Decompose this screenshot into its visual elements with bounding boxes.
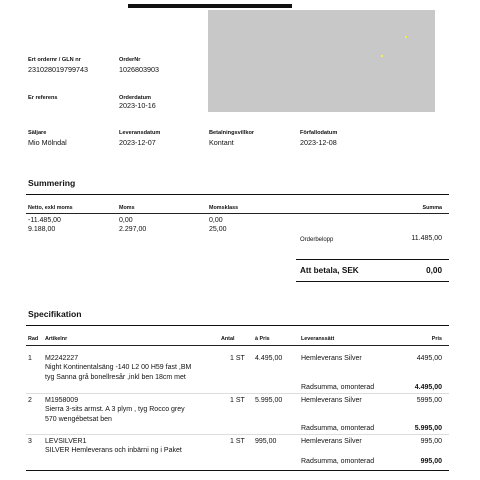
summary-row: 9.188,00 xyxy=(28,226,56,233)
spec-description xyxy=(45,396,185,424)
orderbelopp-label: Orderbelopp xyxy=(300,237,334,243)
spec-antal: 1 ST xyxy=(230,438,245,445)
spec-col-leveranssatt: Leveranssätt xyxy=(301,336,335,342)
spec-apris: 5.995,00 xyxy=(255,397,283,404)
spec-header-rule xyxy=(26,345,449,346)
spec-col-rad: Rad xyxy=(28,336,39,342)
spec-radsumma: 4.495,00 xyxy=(414,384,442,391)
spec-desc-line: tyg Sanna grå bonellresår ,inkl ben 18cm met xyxy=(45,373,186,381)
spec-rule xyxy=(26,325,449,326)
spec-desc-line: 570 wengébetsat ben xyxy=(45,415,112,423)
marker-dot xyxy=(381,55,383,57)
address-block xyxy=(208,10,435,112)
betalningsvillkor-value: Kontant xyxy=(209,138,234,147)
forfallodatum-label: Förfallodatum xyxy=(300,130,338,136)
forfallodatum-value: 2023-12-08 xyxy=(300,138,337,147)
saljare-value: Mio Mölndal xyxy=(28,138,67,147)
marker-dot xyxy=(405,36,407,38)
summary-row: 0,00 xyxy=(119,217,133,224)
saljare-label: Säljare xyxy=(28,130,47,136)
spec-rad: 1 xyxy=(28,355,32,362)
ordernr-value: 1026803903 xyxy=(119,65,159,74)
att-betala-value: 0,00 xyxy=(426,266,442,275)
total-rule-bottom xyxy=(296,281,449,282)
spec-artikelnr: M1958009 xyxy=(45,397,79,404)
spec-apris: 4.495,00 xyxy=(255,355,283,362)
spec-pris: 5995,00 xyxy=(416,397,442,404)
ordernr-label: OrderNr xyxy=(119,57,141,63)
summary-row: 0,00 xyxy=(209,217,223,224)
summary-col-moms: Moms xyxy=(119,205,135,211)
row-divider xyxy=(26,434,449,435)
spec-col-antal: Antal xyxy=(221,336,235,342)
betalningsvillkor-label: Betalningsvillkor xyxy=(209,130,255,136)
spec-pris: 4495,00 xyxy=(416,355,442,362)
spec-radsumma-label: Radsumma, omonterad xyxy=(301,458,375,465)
spec-pris: 995,00 xyxy=(420,438,442,445)
ert-ordernr-label: Ert ordernr / GLN nr xyxy=(28,57,81,63)
spec-col-apris: à Pris xyxy=(255,336,270,342)
summary-title: Summering xyxy=(28,178,76,188)
spec-apris: 995,00 xyxy=(255,438,277,445)
spec-artikelnr: M2242227 xyxy=(45,355,79,362)
summary-header-rule xyxy=(26,213,449,214)
spec-title: Specifikation xyxy=(28,309,82,319)
redacted-header xyxy=(128,4,292,8)
spec-rad: 2 xyxy=(28,397,32,404)
orderbelopp-value: 11.485,00 xyxy=(411,235,442,242)
spec-desc-line: SILVER Hemleverans och inbärni ng i Paket xyxy=(45,447,182,455)
spec-bottom-rule xyxy=(26,470,449,471)
spec-leveranssatt: Hemleverans Silver xyxy=(301,438,362,445)
row-divider xyxy=(26,393,449,394)
orderdatum-value: 2023-10-16 xyxy=(119,101,156,110)
att-betala-label: Att betala, SEK xyxy=(300,266,359,275)
summary-row: -11.485,00 xyxy=(28,217,61,224)
summary-row: 25,00 xyxy=(209,226,227,233)
spec-leveranssatt: Hemleverans Silver xyxy=(301,397,362,404)
spec-desc-line: Sierra 3-sits armst. A 3 plym , tyg Rocco grey xyxy=(45,406,185,414)
summary-rule xyxy=(26,194,449,195)
spec-leveranssatt: Hemleverans Silver xyxy=(301,355,362,362)
spec-desc-line: Night Kontinentalsäng -140 L2 00 H59 fast ,BM xyxy=(45,364,192,372)
leveransdatum-label: Leveransdatum xyxy=(119,130,161,136)
summary-col-summa: Summa xyxy=(422,205,442,211)
spec-artikelnr: LEVSILVER1 xyxy=(45,438,87,445)
spec-rad: 3 xyxy=(28,438,32,445)
spec-antal: 1 ST xyxy=(230,355,245,362)
spec-description xyxy=(45,437,182,456)
spec-radsumma-label: Radsumma, omonterad xyxy=(301,425,375,432)
summary-col-momsklass: Momsklass xyxy=(209,205,239,211)
total-rule xyxy=(296,259,449,260)
orderdatum-label: Orderdatum xyxy=(119,95,152,101)
spec-description xyxy=(45,354,191,382)
referens-label: Er referens xyxy=(28,95,58,101)
spec-antal: 1 ST xyxy=(230,397,245,404)
spec-col-pris: Pris xyxy=(431,336,442,342)
spec-radsumma-label: Radsumma, omonterad xyxy=(301,384,375,391)
ert-ordernr-value: 231028019799743 xyxy=(28,65,88,74)
spec-radsumma: 5.995,00 xyxy=(414,425,442,432)
summary-col-netto: Netto, exkl moms xyxy=(28,205,73,211)
spec-radsumma: 995,00 xyxy=(420,458,442,465)
leveransdatum-value: 2023-12-07 xyxy=(119,138,156,147)
spec-col-artikelnr: Artikelnr xyxy=(45,336,68,342)
summary-row: 2.297,00 xyxy=(119,226,147,233)
